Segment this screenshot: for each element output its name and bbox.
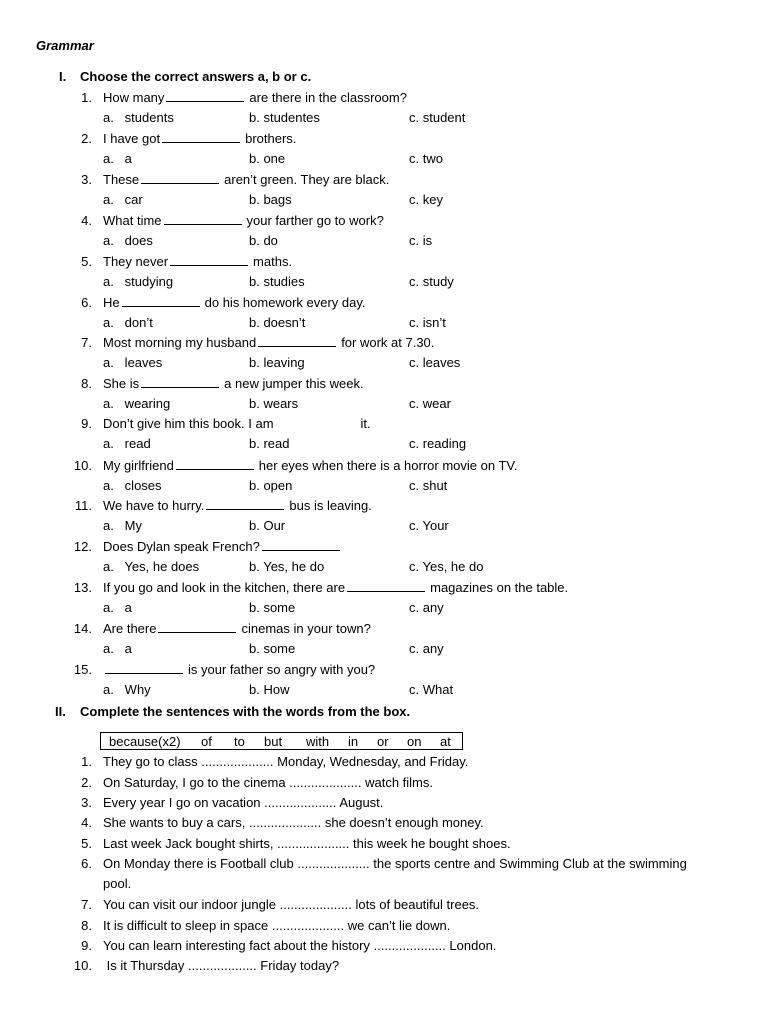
- answer-option: c. any: [409, 600, 444, 615]
- question-number: 4.: [81, 213, 92, 228]
- answer-blank: [158, 621, 236, 633]
- question-text: [103, 498, 372, 514]
- question-text: [103, 295, 366, 311]
- question-text: [103, 172, 389, 188]
- box-word: at: [440, 734, 451, 749]
- answer-option: a. My: [103, 518, 143, 533]
- sentence-after: Friday today?: [260, 958, 340, 973]
- answer-option: a. leaves: [103, 355, 163, 370]
- answer-option: b. studies: [249, 274, 305, 289]
- sentence-after: lots of beautiful trees.: [355, 897, 480, 912]
- question-before: Most morning my husband: [103, 335, 257, 350]
- sentence-number: 4.: [81, 815, 92, 830]
- sentence-number: 1.: [81, 754, 92, 769]
- question-number: 2.: [81, 131, 92, 146]
- question-after: her eyes when there is a horror movie on TV.: [258, 458, 518, 473]
- question-number: 8.: [81, 376, 92, 391]
- box-word: on: [407, 734, 422, 749]
- answer-option: b. How: [249, 682, 290, 697]
- answer-option: b. some: [249, 641, 296, 656]
- answer-option: c. two: [409, 151, 443, 166]
- sentence-number: 7.: [81, 897, 92, 912]
- sentence-number: 9.: [81, 938, 92, 953]
- answer-option: a. students: [103, 110, 174, 125]
- box-word: to: [234, 734, 245, 749]
- answer-option: a. closes: [103, 478, 162, 493]
- question-text: [103, 335, 434, 351]
- question-before: My girlfriend: [103, 458, 174, 473]
- question-before: She is: [103, 376, 140, 391]
- answer-option: b. do: [249, 233, 278, 248]
- box-word: with: [306, 734, 330, 749]
- sentence-number: 10.: [73, 958, 92, 973]
- sentence-text: [103, 795, 383, 811]
- question-number: 11.: [74, 498, 92, 513]
- sentence-before: You can learn interesting fact about the history: [103, 938, 370, 953]
- sentence-continuation: pool.: [103, 876, 132, 891]
- question-text: [103, 254, 292, 270]
- question-number: 12.: [73, 539, 92, 554]
- question-number: 9.: [81, 416, 92, 431]
- sentence-before: Last week Jack bought shirts,: [103, 836, 274, 851]
- answer-option: a. studying: [103, 274, 174, 289]
- answer-option: a. wearing: [103, 396, 171, 411]
- question-after: maths.: [253, 254, 293, 269]
- question-number: 14.: [73, 621, 92, 636]
- answer-option: c. shut: [409, 478, 448, 493]
- sentence-before: You can visit our indoor jungle: [103, 897, 276, 912]
- answer-blank: [206, 498, 284, 510]
- section1-number: I.: [59, 69, 67, 84]
- question-after: for work at 7.30.: [341, 335, 435, 350]
- answer-option: c. key: [409, 192, 443, 207]
- question-after: cinemas in your town?: [241, 621, 371, 636]
- answer-option: c. study: [409, 274, 454, 289]
- sentence-text: [103, 897, 479, 913]
- sentence-dots: ....................: [297, 856, 370, 871]
- question-after: do his homework every day.: [204, 295, 366, 310]
- sentence-text: [103, 918, 450, 934]
- sentence-number: 8.: [81, 918, 92, 933]
- question-after: magazines on the table.: [430, 580, 569, 595]
- question-number: 10.: [73, 458, 92, 473]
- section1-instruction: Choose the correct answers a, b or c.: [80, 69, 312, 84]
- sentence-dots: ....................: [201, 754, 274, 769]
- sentence-text: [103, 754, 468, 770]
- sentence-after: August.: [339, 795, 384, 810]
- sentence-before: They go to class: [103, 754, 198, 769]
- answer-option: b. some: [249, 600, 296, 615]
- sentence-dots: ....................: [271, 918, 345, 933]
- sentence-after: London.: [449, 938, 497, 953]
- answer-option: b. Our: [249, 518, 286, 533]
- box-word: but: [264, 734, 283, 749]
- answer-option: c. is: [409, 233, 433, 248]
- question-before: Are there: [103, 621, 157, 636]
- word-box: [100, 732, 463, 750]
- answer-blank: [176, 458, 254, 470]
- question-after: it.: [360, 416, 371, 431]
- answer-option: a. a: [103, 151, 132, 166]
- question-text: [103, 580, 568, 596]
- answer-blank: [141, 376, 219, 388]
- question-number: 3.: [81, 172, 92, 187]
- sentence-text: [103, 856, 687, 872]
- answer-option: a. Yes, he does: [103, 559, 200, 574]
- answer-blank: [162, 131, 240, 143]
- answer-option: c. student: [409, 110, 466, 125]
- question-before: Does Dylan speak French?: [103, 539, 260, 554]
- question-text: [103, 662, 375, 678]
- question-before: These: [103, 172, 140, 187]
- answer-option: a. Why: [103, 682, 151, 697]
- box-word: because(x2): [109, 734, 181, 749]
- sentence-before: On Monday there is Football club: [103, 856, 294, 871]
- sentence-number: 2.: [81, 775, 92, 790]
- sentence-after: she doesn’t enough money.: [324, 815, 484, 830]
- sentence-after: we can’t lie down.: [347, 918, 451, 933]
- question-before: We have to hurry.: [103, 498, 205, 513]
- section2-number: II.: [55, 704, 66, 719]
- question-number: 1.: [81, 90, 92, 105]
- question-number: 5.: [81, 254, 92, 269]
- answer-option: c. Your: [409, 518, 449, 533]
- answer-blank: [170, 254, 248, 266]
- answer-option: b. leaving: [249, 355, 305, 370]
- sentence-number: 5.: [81, 836, 92, 851]
- sentence-before: She wants to buy a cars,: [103, 815, 246, 830]
- sentence-text: [103, 815, 484, 831]
- sentence-dots: ....................: [289, 775, 362, 790]
- sentence-after: Monday, Wednesday, and Friday.: [277, 754, 469, 769]
- sentence-dots: ....................: [373, 938, 446, 953]
- question-text: [103, 376, 364, 392]
- question-before: I have got: [103, 131, 161, 146]
- answer-option: a. car: [103, 192, 143, 207]
- answer-option: a. read: [103, 436, 151, 451]
- answer-option: c. Yes, he do: [409, 559, 484, 574]
- sentence-text: [103, 836, 511, 852]
- question-before: What time: [103, 213, 162, 228]
- sentence-before: Is it Thursday: [103, 958, 185, 973]
- sentence-before: It is difficult to sleep in space: [103, 918, 269, 933]
- box-word: or: [377, 734, 389, 749]
- answer-option: a. does: [103, 233, 153, 248]
- sentence-dots: ...................: [188, 958, 257, 973]
- answer-option: c. reading: [409, 436, 467, 451]
- answer-option: a. a: [103, 600, 132, 615]
- answer-blank: [258, 335, 336, 347]
- question-text: [103, 539, 345, 555]
- question-text: [103, 131, 296, 147]
- question-after: bus is leaving.: [289, 498, 372, 513]
- answer-blank: [105, 662, 183, 674]
- sentence-dots: ....................: [277, 836, 350, 851]
- sentence-dots: ....................: [279, 897, 352, 912]
- answer-option: c. any: [409, 641, 444, 656]
- question-number: 13.: [73, 580, 92, 595]
- answer-option: b. Yes, he do: [249, 559, 325, 574]
- sentence-text: [103, 938, 496, 954]
- answer-option: c. What: [409, 682, 454, 697]
- answer-option: b. wears: [249, 396, 299, 411]
- answer-blank: [141, 172, 219, 184]
- section2-instruction: Complete the sentences with the words from the box.: [80, 704, 411, 719]
- answer-option: b. open: [249, 478, 293, 493]
- answer-blank: [262, 539, 340, 551]
- question-after: are there in the classroom?: [249, 90, 407, 105]
- answer-option: c. isn’t: [409, 315, 446, 330]
- question-text: [103, 621, 371, 637]
- sentence-after: this week he bought shoes.: [353, 836, 511, 851]
- question-before: They never: [103, 254, 169, 269]
- question-before: Don’t give him this book. I am: [103, 416, 274, 431]
- answer-blank: [166, 90, 244, 102]
- question-before: How many: [103, 90, 165, 105]
- box-word: of: [201, 734, 212, 749]
- answer-blank: [347, 580, 425, 592]
- sentence-before: Every year I go on vacation: [103, 795, 261, 810]
- question-before: He: [103, 295, 120, 310]
- sentence-text: [103, 958, 339, 974]
- sentence-after: watch films.: [365, 775, 433, 790]
- question-text: [103, 416, 371, 432]
- sentence-before: On Saturday, I go to the cinema: [103, 775, 286, 790]
- answer-option: c. wear: [409, 396, 451, 411]
- question-text: [103, 90, 407, 106]
- question-number: 6.: [81, 295, 92, 310]
- question-number: 7.: [81, 335, 92, 350]
- question-number: 15.: [73, 662, 92, 677]
- sentence-after: the sports centre and Swimming Club at the swimming: [373, 856, 687, 871]
- page-title: Grammar: [36, 38, 94, 53]
- answer-option: b. doesn’t: [249, 315, 306, 330]
- answer-option: a. don’t: [103, 315, 153, 330]
- question-after: is your father so angry with you?: [188, 662, 376, 677]
- answer-option: b. one: [249, 151, 286, 166]
- sentence-dots: ....................: [248, 815, 322, 830]
- sentence-number: 3.: [81, 795, 92, 810]
- question-text: [103, 213, 384, 229]
- question-after: brothers.: [245, 131, 297, 146]
- sentence-dots: ....................: [264, 795, 337, 810]
- answer-option: b. bags: [249, 192, 292, 207]
- answer-option: c. leaves: [409, 355, 461, 370]
- answer-option: a. a: [103, 641, 132, 656]
- question-text: [103, 458, 518, 474]
- sentence-text: [103, 775, 433, 791]
- answer-option: b. studentes: [249, 110, 320, 125]
- question-after: a new jumper this week.: [224, 376, 364, 391]
- question-before: If you go and look in the kitchen, there are: [103, 580, 346, 595]
- question-after: aren’t green. They are black.: [224, 172, 390, 187]
- question-after: your farther go to work?: [246, 213, 384, 228]
- answer-option: b. read: [249, 436, 290, 451]
- box-word: in: [348, 734, 359, 749]
- answer-blank: [164, 213, 242, 225]
- answer-blank: [122, 295, 200, 307]
- sentence-number: 6.: [81, 856, 92, 871]
